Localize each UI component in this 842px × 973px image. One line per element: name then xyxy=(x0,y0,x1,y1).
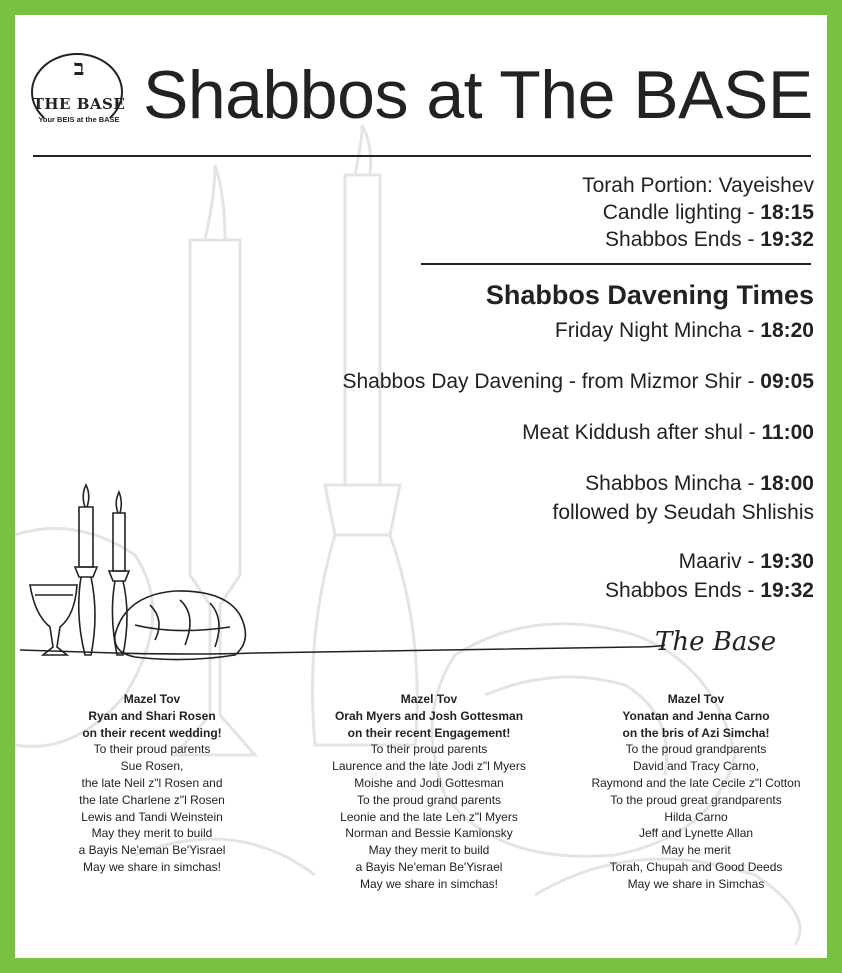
davening-times xyxy=(342,278,814,605)
logo-hebrew-letter: ב xyxy=(73,55,85,81)
mazel-tov-couple: Ryan and Shari Rosen xyxy=(88,708,216,723)
davening-item-label: Meat Kiddush after shul - xyxy=(522,421,762,444)
davening-item-label: Shabbos Mincha - xyxy=(585,472,761,495)
mazel-tov-heading: Mazel Tov xyxy=(667,692,725,706)
mazel-tov-line: Moishe and Jodi Gottesman xyxy=(354,775,504,790)
mazel-tov-line: To the proud grand parents xyxy=(356,792,502,807)
mazel-tov-line: Laurence and the late Jodi z"l Myers xyxy=(332,759,526,774)
torah-portion: Torah Portion: Vayeishev xyxy=(582,174,814,197)
mazel-tov-line: To the proud grandparents xyxy=(625,742,767,757)
mazel-tov-occasion: on their recent wedding! xyxy=(82,725,222,740)
candle-lighting xyxy=(582,199,814,226)
flyer-page xyxy=(15,15,827,958)
candle-lighting-time: 18:15 xyxy=(760,201,814,224)
mazel-tov-line: Jeff and Lynette Allan xyxy=(638,826,754,841)
davening-item-time: 19:30 xyxy=(760,550,814,573)
davening-item xyxy=(342,547,814,576)
mazel-tov-line: Raymond and the late Cecile z"l Cotton xyxy=(591,775,801,790)
shabbos-ends xyxy=(582,226,814,253)
davening-item-label: Shabbos Day Davening - from Mizmor Shir - xyxy=(342,370,761,393)
davening-item xyxy=(342,469,814,498)
mazel-tov-line: Hilda Carno xyxy=(664,809,728,824)
candle-lighting-label: Candle lighting - xyxy=(602,201,761,224)
mazel-tov-couple: Yonatan and Jenna Carno xyxy=(622,708,770,723)
davening-item-time: 19:32 xyxy=(760,579,814,602)
mazel-tov-column xyxy=(294,691,564,893)
mazel-tov-line: May we share in simchas! xyxy=(359,876,499,891)
mazel-tov-line: Leonie and the late Len z"l Myers xyxy=(340,809,518,824)
davening-item xyxy=(342,367,814,396)
mazel-tov-column xyxy=(17,691,287,876)
davening-item xyxy=(342,418,814,447)
davening-item-note: followed by Seudah Shlishis xyxy=(552,501,814,524)
mazel-tov-line: Lewis and Tandi Weinstein xyxy=(81,809,223,824)
mazel-tov-line: a Bayis Ne'eman Be'Yisrael xyxy=(78,843,226,858)
mazel-tov-couple: Orah Myers and Josh Gottesman xyxy=(334,708,524,723)
davening-item-label: Shabbos Ends - xyxy=(605,579,761,602)
mazel-tov-line: Sue Rosen, xyxy=(120,759,184,774)
davening-item xyxy=(342,576,814,605)
mazel-tov-occasion: on their recent Engagement! xyxy=(347,725,511,740)
davening-item-time: 09:05 xyxy=(760,370,814,393)
mazel-tov-heading: Mazel Tov xyxy=(400,692,458,706)
the-base-signature: The Base xyxy=(655,627,777,657)
shabbos-info xyxy=(582,172,814,253)
mazel-tov-occasion: on the bris of Azi Simcha! xyxy=(622,725,770,740)
davening-item-time: 11:00 xyxy=(761,421,814,444)
davening-item-time: 18:20 xyxy=(760,319,814,342)
mazel-tov-line: Torah, Chupah and Good Deeds xyxy=(609,859,783,874)
shabbos-ends-time: 19:32 xyxy=(760,228,814,251)
the-base-logo xyxy=(29,53,129,133)
mazel-tov-line: the late Charlene z"l Rosen xyxy=(79,792,225,807)
mazel-tov-line: Norman and Bessie Kamionsky xyxy=(345,826,513,841)
mazel-tov-line: David and Tracy Carno, xyxy=(632,759,760,774)
mazel-tov-line: May we share in simchas! xyxy=(82,859,222,874)
logo-name: THE BASE xyxy=(32,95,126,113)
logo-tagline: Your BEIS at the BASE xyxy=(38,115,120,124)
mazel-tov-heading: Mazel Tov xyxy=(123,692,181,706)
davening-item-time: 18:00 xyxy=(760,472,814,495)
mazel-tov-line: May he merit xyxy=(661,843,731,858)
mazel-tov-line: To their proud parents xyxy=(93,742,211,757)
mazel-tov-line: To their proud parents xyxy=(370,742,488,757)
info-divider xyxy=(421,263,811,265)
davening-title: Shabbos Davening Times xyxy=(485,280,814,310)
page-title: Shabbos at The BASE xyxy=(143,57,813,133)
davening-item-label: Friday Night Mincha - xyxy=(554,319,761,342)
title-divider xyxy=(33,155,811,157)
mazel-tov-line: the late Neil z"l Rosen and xyxy=(81,775,223,790)
mazel-tov-line: May we share in Simchas xyxy=(627,876,765,891)
shabbos-ends-label: Shabbos Ends - xyxy=(605,228,761,251)
mazel-tov-line: May they merit to build xyxy=(91,826,213,841)
mazel-tov-line: May they merit to build xyxy=(368,843,490,858)
davening-item-label: Maariv - xyxy=(678,550,761,573)
mazel-tov-line: a Bayis Ne'eman Be'Yisrael xyxy=(355,859,503,874)
mazel-tov-line: To the proud great grandparents xyxy=(610,792,782,807)
davening-item xyxy=(342,316,814,345)
mazel-tov-column xyxy=(561,691,827,893)
